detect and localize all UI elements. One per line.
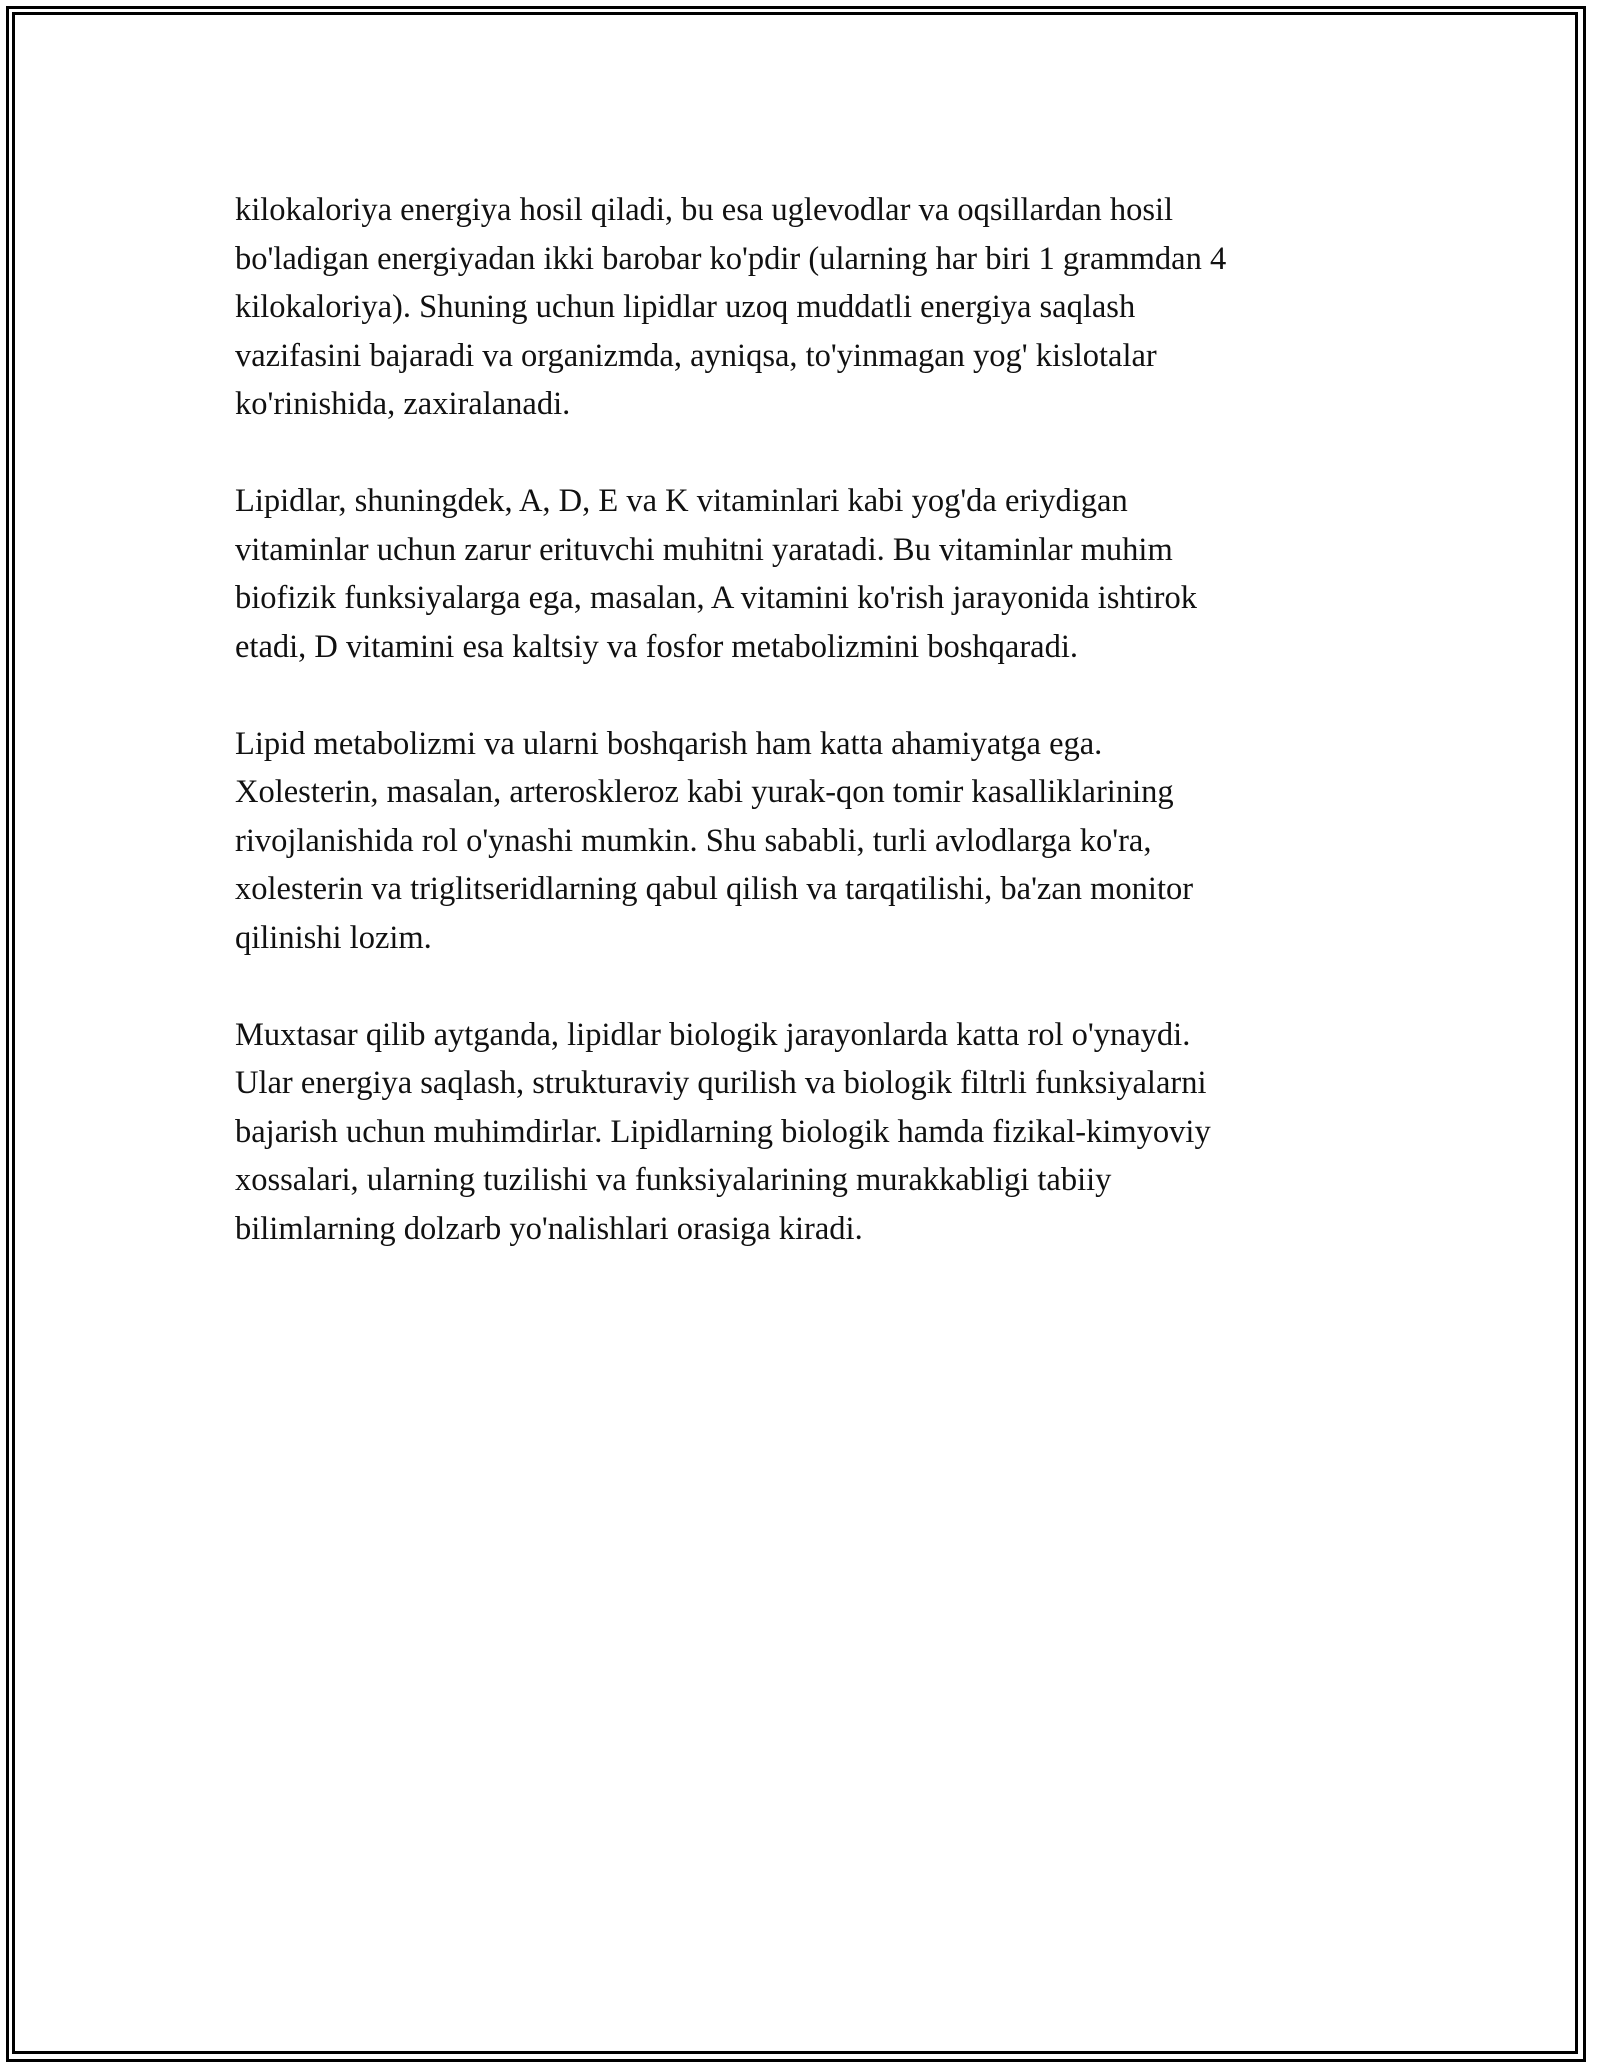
text-line: kilokaloriya energiya hosil qiladi, bu esa uglevodlar va oqsillardan hosil <box>235 192 1174 228</box>
text-line: ko'rinishida, zaxiralanadi. <box>235 386 571 422</box>
text-line: etadi, D vitamini esa kaltsiy va fosfor metabolizmini boshqaradi. <box>235 628 1078 665</box>
paragraph-metabolism <box>235 720 1395 963</box>
text-line: bajarish uchun muhimdirlar. Lipidlarning biologik hamda fizikal-kimyoviy <box>235 1113 1211 1150</box>
paragraph-energy <box>235 186 1395 429</box>
text-line: bo'ladigan energiyadan ikki barobar ko'pdir (ularning har biri 1 grammdan 4 <box>235 240 1227 277</box>
text-line: xolesterin va triglitseridlarning qabul qilish va tarqatilishi, ba'zan monitor <box>235 871 1194 907</box>
text-line: Xolesterin, masalan, arteroskleroz kabi yurak-qon tomir kasalliklarining <box>235 774 1174 810</box>
text-line: bilimlarning dolzarb yo'nalishlari orasiga kiradi. <box>235 1210 863 1247</box>
text-line: biofizik funksiyalarga ega, masalan, A vitamini ko'rish jarayonida ishtirok <box>235 580 1197 616</box>
paragraph-vitamins <box>235 477 1395 671</box>
paragraph-summary <box>235 1011 1395 1254</box>
text-line: qilinishi lozim. <box>235 919 432 956</box>
text-line: vazifasini bajaradi va organizmda, ayniqsa, to'yinmagan yog' kislotalar <box>235 337 1157 374</box>
text-line: Ular energiya saqlash, strukturaviy qurilish va biologik filtrli funksiyalarni <box>235 1065 1207 1101</box>
text-line: rivojlanishida rol o'ynashi mumkin. Shu sababli, turli avlodlarga ko'ra, <box>235 822 1152 859</box>
text-line: xossalari, ularning tuzilishi va funksiyalarining murakkabligi tabiiy <box>235 1162 1112 1198</box>
document-body <box>235 186 1395 1302</box>
text-line: Lipidlar, shuningdek, A, D, E va K vitaminlari kabi yog'da eriydigan <box>235 483 1128 519</box>
text-line: Muxtasar qilib aytganda, lipidlar biologik jarayonlarda katta rol o'ynaydi. <box>235 1016 1191 1053</box>
text-line: Lipid metabolizmi va ularni boshqarish ham katta ahamiyatga ega. <box>235 725 1103 762</box>
text-line: kilokaloriya). Shuning uchun lipidlar uzoq muddatli energiya saqlash <box>235 289 1136 325</box>
text-line: vitaminlar uchun zarur erituvchi muhitni yaratadi. Bu vitaminlar muhim <box>235 531 1173 568</box>
